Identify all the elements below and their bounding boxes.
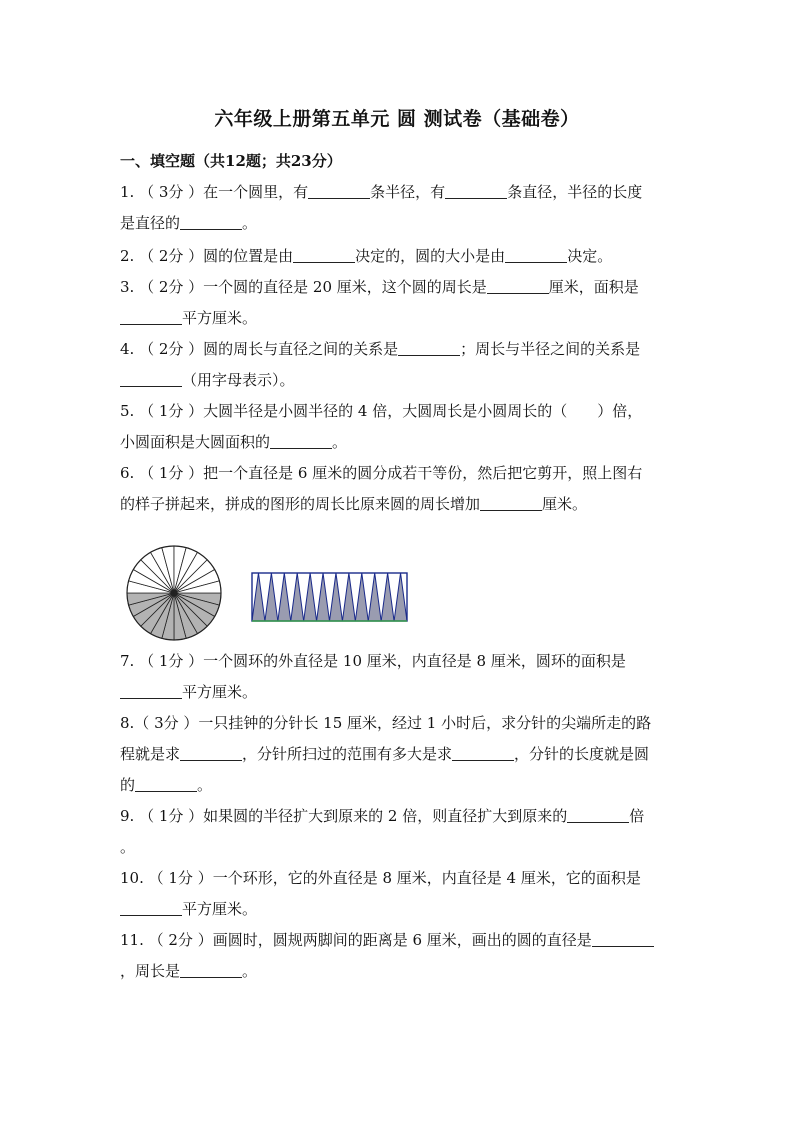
answer-blank[interactable] [135,773,197,792]
question-text: ，周长是 [120,962,181,980]
answer-blank[interactable] [505,244,567,263]
question-text: 4. （ 2分 ）圆的周长与直径之间的关系是 [120,340,399,358]
question-7-line-2 [120,677,680,708]
question-6-line-1 [120,458,680,489]
answer-blank[interactable] [293,244,355,263]
question-text: 5. （ 1分 ）大圆半径是小圆半径的 4 倍，大圆周长是小圆周长的（ ）倍， [120,402,643,420]
question-1-line-1 [120,177,680,208]
question-text: 决定的，圆的大小是由 [355,247,506,265]
answer-blank[interactable] [120,897,182,916]
question-text: 10. （ 1分 ）一个环形，它的外直径是 8 厘米，内直径是 4 厘米，它的面积是 [120,869,641,887]
question-11-line-2 [120,956,680,987]
answer-blank[interactable] [120,368,182,387]
answer-blank[interactable] [452,742,514,761]
question-text: 厘米，面积是 [548,278,639,296]
rect-triangle [317,573,330,621]
question-4-line-2 [120,365,680,396]
answer-blank[interactable] [270,430,332,449]
section-heading: 一、填空题（共12题；共23分） [120,152,342,170]
answer-blank[interactable] [120,306,182,325]
question-text: 平方厘米。 [182,900,258,918]
question-text: 3. （ 2分 ）一个圆的直径是 20 厘米，这个圆的周长是 [120,278,487,296]
question-text: ，分针的长度就是圆 [514,745,650,763]
question-text: 厘米。 [542,495,588,513]
question-1-line-2 [120,208,680,239]
question-text: 。 [197,776,213,794]
rect-triangle [394,573,407,621]
question-10-line-1 [120,863,680,894]
question-5-line-1 [120,396,680,427]
figure-svg [122,543,422,643]
answer-blank[interactable] [308,180,370,199]
rearranged-rectangle [252,573,407,621]
rect-triangle [304,573,317,621]
question-3-line-1 [120,272,680,303]
rect-triangle [278,573,291,621]
answer-blank[interactable] [480,492,542,511]
question-text: 1. （ 3分 ）在一个圆里，有 [120,183,309,201]
question-text: 。 [332,433,348,451]
question-text: 条半径，有 [370,183,446,201]
question-3-line-2 [120,303,680,334]
question-text: 倍 [629,807,645,825]
question-6-line-2 [120,489,680,520]
answer-blank[interactable] [398,337,460,356]
answer-blank[interactable] [567,804,629,823]
question-text: ，分针所扫过的范围有多大是求 [242,745,453,763]
question-2-line-1 [120,241,680,272]
answer-blank[interactable] [180,742,242,761]
answer-blank[interactable] [180,211,242,230]
question-10-line-2 [120,894,680,925]
question-8-line-1 [120,708,680,739]
question-7-line-1 [120,646,680,677]
answer-blank[interactable] [180,959,242,978]
question-text: 的 [120,776,136,794]
question-text: 。 [120,838,136,856]
question-8-line-3 [120,770,680,801]
question-text: 9. （ 1分 ）如果圆的半径扩大到原来的 2 倍，则直径扩大到原来的 [120,807,568,825]
question-text: 8.（ 3分 ）一只挂钟的分针长 15 厘米，经过 1 小时后，求分针的尖端所走的路 [120,714,652,732]
question-text: 是直径的 [120,214,181,232]
question-text: 条直径，半径的长度 [507,183,643,201]
question-text: 平方厘米。 [182,683,258,701]
question-4-line-1 [120,334,680,365]
sectored-circle [127,546,221,640]
question-text: ；周长与半径之间的关系是 [460,340,641,358]
page-title: 六年级上册第五单元 圆 测试卷（基础卷） [214,108,580,130]
question-9-line-1 [120,801,680,832]
question-9-line-2 [120,832,680,863]
answer-blank[interactable] [120,680,182,699]
rect-triangle [368,573,381,621]
question-5-line-2 [120,427,680,458]
rect-triangle [381,573,394,621]
question-text: 2. （ 2分 ）圆的位置是由 [120,247,294,265]
question-text: 的样子拼起来，拼成的图形的周长比原来圆的周长增加 [120,495,481,513]
rect-triangle [330,573,343,621]
question-11-line-1 [120,925,680,956]
question-text: 11. （ 2分 ）画圆时，圆规两脚间的距离是 6 厘米，画出的圆的直径是 [120,931,592,949]
question-text: 7. （ 1分 ）一个圆环的外直径是 10 厘米，内直径是 8 厘米，圆环的面积是 [120,652,626,670]
rect-triangle [355,573,368,621]
rect-triangle [265,573,278,621]
answer-blank[interactable] [592,928,654,947]
question-text: 平方厘米。 [182,309,258,327]
question-8-line-2 [120,739,680,770]
question-text: 程就是求 [120,745,181,763]
question-text: 小圆面积是大圆面积的 [120,433,271,451]
question-text: 6. （ 1分 ）把一个直径是 6 厘米的圆分成若干等份，然后把它剪开，照上图右 [120,464,643,482]
question-text: 。 [242,962,258,980]
answer-blank[interactable] [487,275,549,294]
rect-triangle [342,573,355,621]
rect-triangle [252,573,265,621]
question-text: 决定。 [567,247,613,265]
answer-blank[interactable] [445,180,507,199]
question-text: 。 [242,214,258,232]
rect-triangle [291,573,304,621]
question-text: （用字母表示）。 [182,371,295,389]
circle-to-rectangle-figure [122,543,422,647]
